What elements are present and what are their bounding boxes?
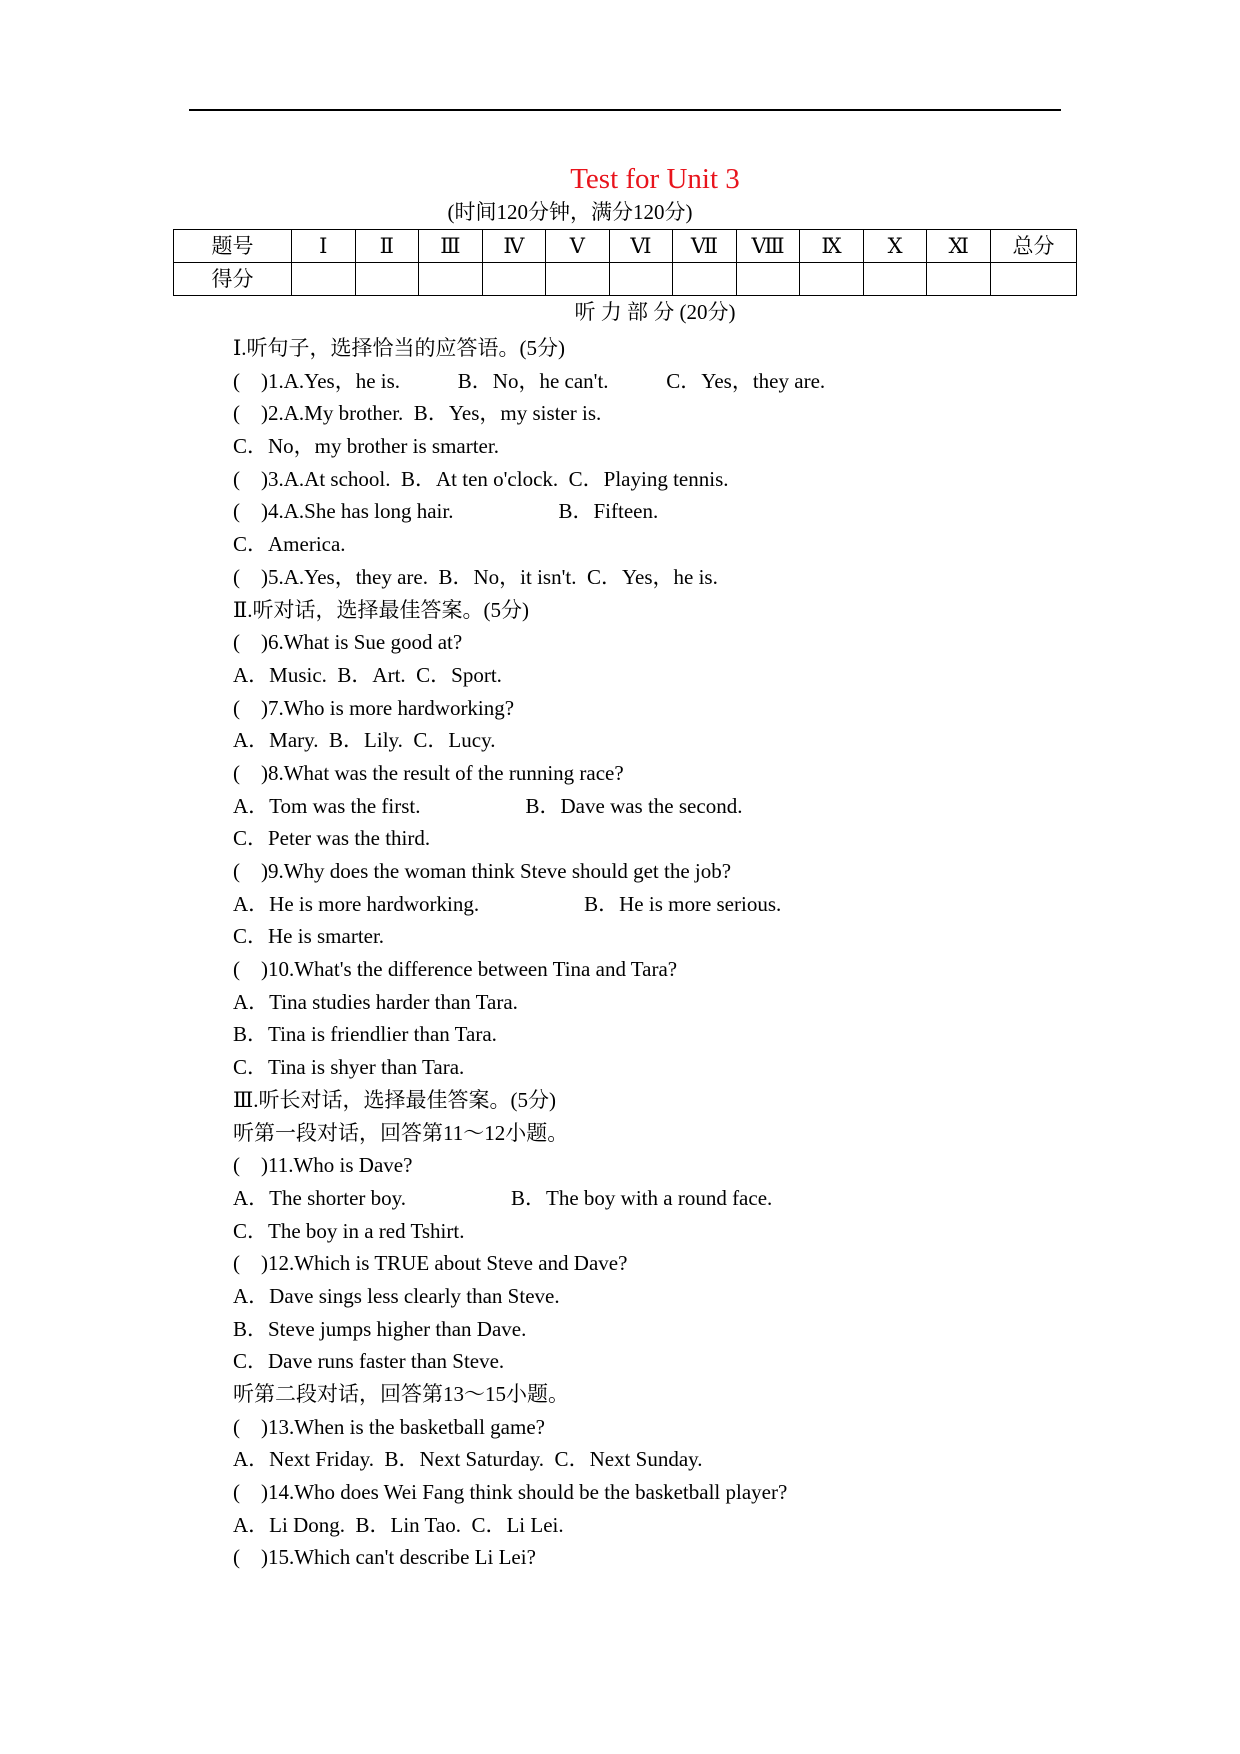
option-line: C．America. xyxy=(233,532,346,557)
option-line: A．Tina studies harder than Tara. xyxy=(233,989,518,1014)
option-line: A．Mary. B．Lily. C．Lucy. xyxy=(233,728,496,753)
score-col-header: Ⅷ xyxy=(736,230,800,263)
question-line: ( )8.What was the result of the running race? xyxy=(233,760,624,785)
question-line: ( )5.A.Yes，they are. B．No，it isn't. C．Yes，he is. xyxy=(233,564,718,589)
question-line: ( )10.What's the difference between Tina and Tara? xyxy=(233,957,678,982)
question-line: ( )3.A.At school. B．At ten o'clock. C．Playing tennis. xyxy=(233,466,729,491)
score-total-cell[interactable] xyxy=(991,263,1077,296)
score-cell[interactable] xyxy=(355,263,419,296)
score-cell[interactable] xyxy=(673,263,737,296)
score-col-header: Ⅲ xyxy=(419,230,483,263)
option-line: C．Tina is shyer than Tara. xyxy=(233,1055,465,1080)
header-rule xyxy=(189,109,1061,111)
option-line: C．He is smarter. xyxy=(233,924,385,949)
question-line: ( )14.Who does Wei Fang think should be the basketball player? xyxy=(233,1480,788,1505)
score-col-header: Ⅺ xyxy=(927,230,991,263)
score-col-header: Ⅵ xyxy=(609,230,673,263)
score-table-header-row xyxy=(174,230,1077,263)
option-line: C．The boy in a red Tshirt. xyxy=(233,1218,465,1243)
sub-instruction: 听第一段对话，回答第11～12小题。 xyxy=(233,1120,569,1145)
score-cell[interactable] xyxy=(292,263,356,296)
section-instruction: Ⅰ.听句子，选择恰当的应答语。(5分) xyxy=(233,336,566,360)
score-col-header: Ⅳ xyxy=(482,230,546,263)
option-line: C．Peter was the third. xyxy=(233,826,431,851)
option-line: A．Next Friday. B．Next Saturday. C．Next Sunday. xyxy=(233,1447,703,1472)
option-line: A．Music. B．Art. C．Sport. xyxy=(233,662,502,687)
exam-info: (时间120分钟，满分120分) xyxy=(447,200,693,224)
question-line: ( )9.Why does the woman think Steve should get the job? xyxy=(233,859,732,883)
question-line: ( )12.Which is TRUE about Steve and Dave? xyxy=(233,1251,628,1276)
score-cell[interactable] xyxy=(546,263,610,296)
option-line: C．Dave runs faster than Steve. xyxy=(233,1349,505,1374)
sub-instruction: 听第二段对话，回答第13～15小题。 xyxy=(233,1382,569,1406)
listening-section-heading: 听 力 部 分 (20分) xyxy=(574,300,736,324)
section-instruction: Ⅱ.听对话，选择最佳答案。(5分) xyxy=(233,597,530,622)
score-cell[interactable] xyxy=(482,263,546,296)
section-instruction: Ⅲ.听长对话，选择最佳答案。(5分) xyxy=(233,1087,556,1112)
score-col-header: Ⅱ xyxy=(355,230,419,263)
option-line: A．Tom was the first. B．Dave was the second. xyxy=(233,793,743,818)
page-title: Test for Unit 3 xyxy=(570,163,740,195)
question-list xyxy=(233,332,825,1574)
score-cell[interactable] xyxy=(736,263,800,296)
question-line: ( )1.A.Yes，he is. B．No，he can't. C．Yes，they are. xyxy=(233,368,826,393)
option-line: B．Steve jumps higher than Dave. xyxy=(233,1316,527,1341)
score-col-header: Ⅴ xyxy=(546,230,610,263)
score-col-header: Ⅸ xyxy=(800,230,864,263)
score-total-header: 总分 xyxy=(991,230,1077,263)
option-line: A．The shorter boy. B．The boy with a round face. xyxy=(233,1185,773,1210)
score-table xyxy=(173,229,1077,296)
question-line: ( )2.A.My brother. B．Yes，my sister is. xyxy=(233,401,602,426)
option-line: B．Tina is friendlier than Tara. xyxy=(233,1022,497,1047)
score-col-header: Ⅹ xyxy=(863,230,927,263)
score-cell[interactable] xyxy=(927,263,991,296)
question-line: ( )11.Who is Dave? xyxy=(233,1153,413,1178)
question-line: ( )13.When is the basketball game? xyxy=(233,1414,545,1439)
score-table-score-row xyxy=(174,263,1077,296)
option-line: C．No，my brother is smarter. xyxy=(233,434,499,459)
score-cell[interactable] xyxy=(419,263,483,296)
score-cell[interactable] xyxy=(800,263,864,296)
question-line: ( )4.A.She has long hair. B．Fifteen. xyxy=(233,499,659,524)
score-cell[interactable] xyxy=(609,263,673,296)
score-table-row-label: 得分 xyxy=(174,263,292,296)
option-line: A．Dave sings less clearly than Steve. xyxy=(233,1283,560,1308)
score-cell[interactable] xyxy=(863,263,927,296)
question-line: ( )15.Which can't describe Li Lei? xyxy=(233,1545,536,1570)
option-line: A．He is more hardworking. B．He is more serious. xyxy=(233,891,782,916)
option-line: A．Li Dong. B．Lin Tao. C．Li Lei. xyxy=(233,1512,564,1537)
question-line: ( )6.What is Sue good at? xyxy=(233,630,463,655)
question-line: ( )7.Who is more hardworking? xyxy=(233,695,515,720)
score-col-header: Ⅰ xyxy=(292,230,356,263)
score-table-row-label: 题号 xyxy=(174,230,292,263)
score-col-header: Ⅶ xyxy=(673,230,737,263)
